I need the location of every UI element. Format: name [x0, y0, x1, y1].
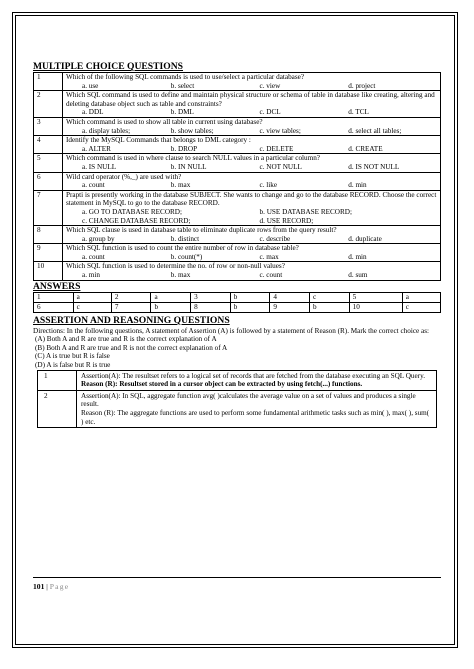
answers-heading: ANSWERS — [33, 280, 81, 292]
page-footer — [33, 582, 69, 591]
reason-text: Reason (R): The aggregate functions are used to perform some fundamental arithmetic tasks such as min( ), max( ), sum( ) etc. — [81, 409, 430, 426]
answer-value: c — [402, 302, 440, 312]
question-row — [34, 172, 441, 181]
options-line — [66, 253, 437, 262]
choice-c: (C) A is true but R is false — [35, 352, 110, 361]
option-c: c. DELETE — [259, 144, 294, 153]
question-number: 4 — [34, 136, 63, 154]
choice-a: (A) Both A and R are true and R is the correct explanation of A — [35, 335, 217, 344]
option-a: a. display tables; — [82, 126, 131, 135]
option-a: a. group by — [82, 234, 115, 243]
option-a: a. DDL — [82, 108, 104, 117]
footer-separator: | — [46, 582, 48, 591]
question-number: 6 — [34, 172, 63, 190]
options-row — [34, 163, 441, 172]
question-text: Which SQL function is used to count the entire number of row in database table? — [63, 244, 441, 253]
options-cell — [63, 271, 441, 280]
option-b: b. DROP — [170, 144, 198, 153]
answer-value: a — [151, 292, 191, 302]
option-b: b. distinct — [170, 234, 200, 243]
question-number: 3 — [34, 117, 63, 135]
option-d: d. select all tables; — [348, 126, 402, 135]
mcq-table-body — [34, 73, 441, 281]
answers-row — [34, 292, 441, 302]
question-row — [34, 226, 441, 235]
options-cell — [63, 253, 441, 262]
options-cell — [63, 82, 441, 91]
assertion-row — [38, 370, 437, 390]
options-cell — [63, 235, 441, 244]
option-a: a. count — [82, 252, 105, 261]
question-text: Which SQL clause is used in database table to eliminate duplicate rows from the query result? — [63, 226, 441, 235]
option-c: c. CHANGE DATABASE RECORD; — [82, 216, 191, 225]
option-d: d. sum — [348, 271, 368, 280]
question-text: Identify the MySQL Commands that belongs to DML category : — [63, 136, 441, 145]
question-row — [34, 117, 441, 126]
option-d: d. project — [348, 81, 376, 90]
assertion-cell — [77, 390, 437, 427]
question-number: 1 — [34, 73, 63, 91]
options-cell — [63, 108, 441, 117]
question-number: 7 — [34, 190, 63, 225]
option-a: a. count — [82, 181, 105, 190]
question-row — [34, 91, 441, 109]
option-c: c. describe — [259, 234, 291, 243]
option-d: d. min — [348, 181, 367, 190]
option-c: c. view — [259, 81, 281, 90]
page-number: 101 — [33, 582, 45, 591]
directions-text: Directions: In the following questions, A statement of Assertion (A) is followed by a statement of Reason (R). Mark the correct choice as: — [33, 326, 430, 335]
question-number: 2 — [34, 91, 63, 118]
question-row — [34, 262, 441, 271]
options-row — [34, 127, 441, 136]
answers-table — [33, 292, 441, 313]
question-text: Wild card operator (%,_) are used with? — [63, 172, 441, 181]
options-cell — [63, 145, 441, 154]
options-line — [66, 271, 437, 280]
answer-question-number: 4 — [270, 292, 310, 302]
answers-row — [34, 302, 441, 312]
assertion-number: 2 — [38, 390, 77, 427]
option-d: d. TCL — [348, 108, 369, 117]
options-cell — [63, 127, 441, 136]
answer-question-number: 6 — [34, 302, 74, 312]
question-text: Which command is used in where clause to search NULL values in a particular column? — [63, 154, 441, 163]
answer-value: b — [151, 302, 191, 312]
assertion-cell — [77, 370, 437, 390]
option-d: d. duplicate — [348, 234, 382, 243]
answer-question-number: 5 — [349, 292, 402, 302]
answer-value: c — [310, 292, 350, 302]
page-label: Page — [49, 582, 70, 591]
options-row — [34, 181, 441, 190]
option-a: a. IS NULL — [82, 162, 117, 171]
options-cell — [63, 163, 441, 172]
answer-question-number: 10 — [349, 302, 402, 312]
document-content — [33, 62, 441, 428]
assertion-row — [38, 390, 437, 427]
option-b: b. select — [170, 81, 195, 90]
option-c: c. view tables; — [259, 126, 301, 135]
question-number: 10 — [34, 262, 63, 280]
option-a: a. GO TO DATABASE RECORD; — [82, 207, 182, 216]
question-text: Which SQL function is used to determine the no. of row or non-null values? — [63, 262, 441, 271]
answer-value: b — [310, 302, 350, 312]
question-number: 8 — [34, 226, 63, 244]
choice-b: (B) Both A and R are true and R is not the correct explanation of A — [35, 343, 228, 352]
question-row — [34, 73, 441, 82]
options-line — [66, 127, 437, 136]
mcq-heading: MULTIPLE CHOICE QUESTIONS — [33, 61, 183, 72]
answer-value: b — [230, 292, 270, 302]
option-c: c. count — [259, 271, 283, 280]
question-row — [34, 244, 441, 253]
answer-question-number: 1 — [34, 292, 74, 302]
answer-value: b — [230, 302, 270, 312]
options-line — [66, 181, 437, 190]
assertion-text: Assertion(A): In SQL, aggregate function avg( )calculates the average value on a set of values and produces a single result. — [81, 391, 416, 409]
question-number: 9 — [34, 244, 63, 262]
choice-d: (D) A is false but R is true — [35, 361, 111, 370]
option-b: b. IN NULL — [170, 162, 207, 171]
option-d: d. CREATE — [348, 144, 383, 153]
answer-question-number: 3 — [191, 292, 231, 302]
answer-question-number: 9 — [270, 302, 310, 312]
question-text: Which SQL command is used to define and maintain physical structure or schema of table in database like creating, altering and deleting database object such as table and constraints? — [63, 91, 441, 109]
option-c: c. DCL — [259, 108, 281, 117]
options-line — [66, 82, 437, 91]
options-cell — [63, 208, 441, 226]
option-b: b. count(*) — [170, 252, 203, 261]
option-b: b. show tables; — [170, 126, 214, 135]
mcq-table — [33, 72, 441, 281]
options-line — [66, 217, 437, 226]
question-row — [34, 190, 441, 208]
answer-value: a — [402, 292, 440, 302]
assertion-text: Assertion(A): The resultset refers to a logical set of records that are fetched from the database executing an SQL Query. — [81, 371, 426, 380]
options-row — [34, 145, 441, 154]
answer-question-number: 7 — [111, 302, 151, 312]
options-line — [66, 208, 437, 217]
options-row — [34, 235, 441, 244]
assertion-table-wrap — [33, 370, 441, 429]
options-line — [66, 145, 437, 154]
option-a: a. min — [82, 271, 100, 280]
options-row — [34, 108, 441, 117]
options-row — [34, 271, 441, 280]
answer-value: a — [73, 292, 111, 302]
question-row — [34, 154, 441, 163]
question-text: Prapti is presently working in the database SUBJECT. She wants to change and go to the database RECORD. Choose the correct statement in MySQL to go to the database RECORD. — [63, 190, 441, 208]
options-line — [66, 163, 437, 172]
question-row — [34, 136, 441, 145]
option-b: b. max — [170, 181, 191, 190]
option-d: d. IS NOT NULL — [348, 162, 400, 171]
option-b: b. USE DATABASE RECORD; — [259, 207, 352, 216]
answer-question-number: 2 — [111, 292, 151, 302]
answer-value: c — [73, 302, 111, 312]
question-number: 5 — [34, 154, 63, 172]
option-c: c. NOT NULL — [259, 162, 302, 171]
assertion-table — [37, 370, 437, 429]
options-row — [34, 253, 441, 262]
question-text: Which command is used to show all table in current using database? — [63, 117, 441, 126]
option-d: d. USE RECORD; — [259, 216, 314, 225]
option-c: c. max — [259, 252, 279, 261]
options-cell — [63, 181, 441, 190]
options-row — [34, 82, 441, 91]
options-line — [66, 235, 437, 244]
options-row — [34, 208, 441, 226]
options-line — [66, 108, 437, 117]
option-c: c. like — [259, 181, 278, 190]
option-b: b. max — [170, 271, 191, 280]
option-b: b. DML — [170, 108, 194, 117]
assertion-number: 1 — [38, 370, 77, 390]
assertion-heading: ASSERTION AND REASONING QUESTIONS — [33, 314, 230, 326]
question-text: Which of the following SQL commands is used to use/select a particular database? — [63, 73, 441, 82]
answer-question-number: 8 — [191, 302, 231, 312]
footer-rule — [33, 577, 441, 578]
option-d: d. min — [348, 252, 367, 261]
option-a: a. ALTER — [82, 144, 111, 153]
reason-text: Reason (R): Resultset stored in a cursor object can be extracted by using fetch(...) functions. — [81, 380, 363, 389]
option-a: a. use — [82, 81, 99, 90]
